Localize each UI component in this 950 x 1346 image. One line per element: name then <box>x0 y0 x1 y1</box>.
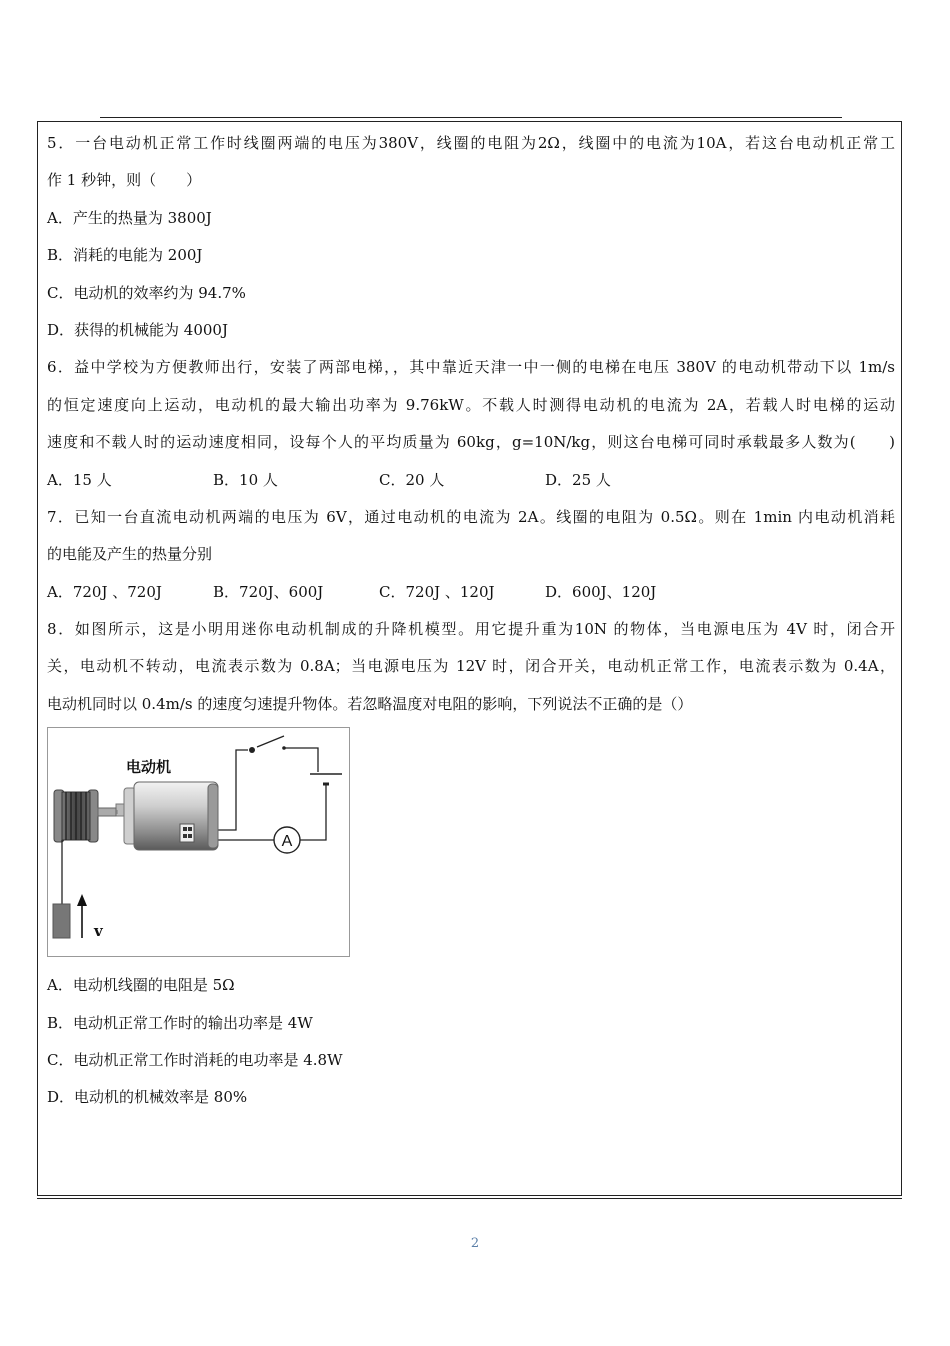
q6-option-b: B．10 人 <box>213 470 278 489</box>
question-6 <box>47 349 895 499</box>
q8-stem-line3: 电动机同时以 0.4m/s 的速度匀速提升物体。若忽略温度对电阻的影响，下列说法不正确的是（） <box>47 694 693 713</box>
question-8 <box>47 611 895 1117</box>
motor-label: 电动机 <box>126 758 172 777</box>
question-content <box>47 125 895 1117</box>
page-number: 2 <box>470 1236 480 1251</box>
q8-option-a: A．电动机线圈的电阻是 5Ω <box>47 976 235 995</box>
battery-icon <box>310 774 342 784</box>
switch-pivot-icon <box>282 746 286 750</box>
q6-option-d: D．25 人 <box>545 470 611 489</box>
q7-stem-line2: 的电能及产生的热量分别 <box>47 545 213 564</box>
motor-circuit-diagram <box>48 728 349 956</box>
q5-option-c: C．电动机的效率约为 94.7% <box>47 283 246 302</box>
elevator-motor-figure <box>47 727 350 957</box>
q5-option-a: A．产生的热量为 3800J <box>47 208 212 227</box>
q7-options <box>47 574 895 611</box>
q5-option-d: D．获得的机械能为 4000J <box>47 320 228 339</box>
q6-stem-line1: 6．益中学校为方便教师出行，安装了两部电梯，，其中靠近天津一中一侧的电梯在电压 380V 的电动机带动下以 1m/s <box>47 358 895 377</box>
q5-option-b: B．消耗的电能为 200J <box>47 246 203 265</box>
ammeter-label: A <box>281 833 293 851</box>
question-5 <box>47 125 895 349</box>
q7-option-c: C．720J 、120J <box>379 582 495 601</box>
load-block <box>53 904 70 938</box>
switch-contact-icon <box>249 747 255 753</box>
q6-option-a: A．15 人 <box>47 470 112 489</box>
q7-option-a: A．720J 、720J <box>47 582 162 601</box>
motor-body <box>114 782 218 850</box>
q7-stem-line1: 7．已知一台直流电动机两端的电压为 6V，通过电动机的电流为 2A。线圈的电阻为 0.5Ω。则在 1min 内电动机消耗 <box>47 507 895 526</box>
q5-stem-line1: 5．一台电动机正常工作时线圈两端的电压为380V，线圈的电阻为2Ω，线圈中的电流为10A，若这台电动机正常工 <box>47 134 895 152</box>
q8-option-d: D．电动机的机械效率是 80% <box>47 1088 248 1107</box>
q5-stem-line2: 作 1 秒钟，则（ ） <box>47 171 202 190</box>
question-7 <box>47 499 895 611</box>
q6-stem-line2: 的恒定速度向上运动，电动机的最大输出功率为 9.76kW。不载人时测得电动机的电流为 2A，若载人时电梯的运动 <box>47 395 895 414</box>
q7-option-d: D．600J、120J <box>545 582 657 601</box>
q8-option-c: C．电动机正常工作时消耗的电功率是 4.8W <box>47 1051 343 1070</box>
winch-spool <box>54 790 116 842</box>
velocity-label: v <box>94 922 103 941</box>
q8-stem-line1: 8．如图所示，这是小明用迷你电动机制成的升降机模型。用它提升重为10N 的物体，当电源电压为 4V 时，闭合开 <box>47 620 895 639</box>
q7-option-b: B．720J、600J <box>213 582 324 601</box>
frame-bottom-rule <box>37 1198 902 1199</box>
q6-option-c: C．20 人 <box>379 470 445 489</box>
ammeter-icon <box>274 827 300 853</box>
q6-options <box>47 462 895 499</box>
velocity-arrow-icon <box>77 894 87 938</box>
q6-stem-line3: 速度和不载人时的运动速度相同，设每个人的平均质量为 60kg，g=10N/kg，则这台电梯可同时承载最多人数为( ) <box>47 433 895 452</box>
q8-stem-line2: 关，电动机不转动，电流表示数为 0.8A；当电源电压为 12V 时，闭合开关，电动机正常工作，电流表示数为 0.4A， <box>47 657 895 676</box>
header-rule <box>100 117 842 118</box>
q8-option-b: B．电动机正常工作时的输出功率是 4W <box>47 1013 313 1032</box>
